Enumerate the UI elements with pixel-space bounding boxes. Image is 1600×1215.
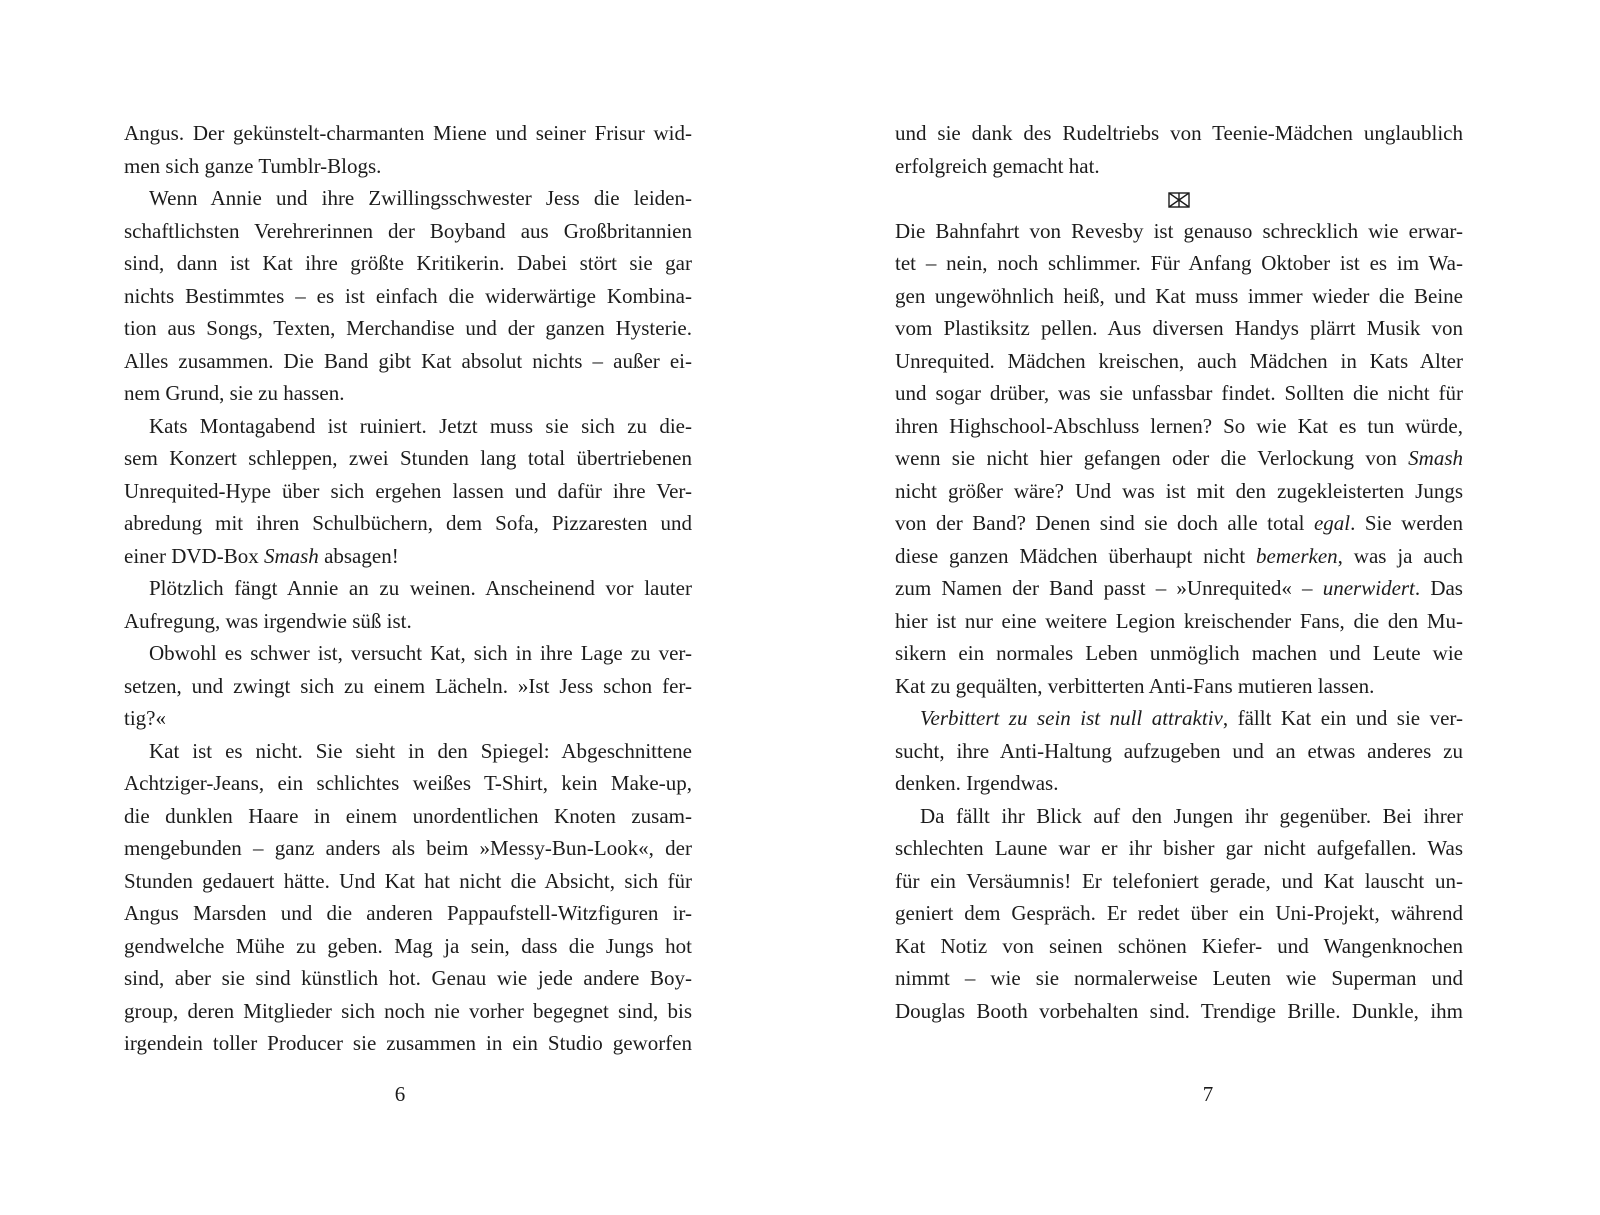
text-line: men sich ganze Tumblr-Blogs.: [124, 153, 382, 178]
text-line: Douglas Booth vorbehalten sind. Trendige Brille. Dunkle, ihm: [895, 998, 1463, 1023]
text-line: hier ist nur eine weitere Legion kreischender Fans, die den Mu-: [895, 608, 1463, 633]
text-run: zum Namen der Band passt – »Unrequited« –: [895, 576, 1323, 600]
text-line: und sogar drüber, was sie unfassbar findet. Sollten die nicht für: [895, 381, 1463, 405]
section-break: [895, 182, 1463, 215]
text-line: und sie dank des Rudeltriebs von Teenie-Mädchen unglaublich: [895, 121, 1463, 145]
text-line: mengebunden – ganz anders als beim »Messy-Bun-Look«, der: [124, 836, 692, 860]
text-line: Angus Marsden und die anderen Pappaufstell-Witzfiguren ir-: [124, 901, 692, 925]
text-line: Alles zusammen. Die Band gibt Kat absolut nichts – außer ei-: [124, 348, 692, 373]
text-line: irgendein toller Producer sie zusammen in ein Studio geworfen: [124, 1031, 692, 1055]
text-run: absagen!: [318, 543, 399, 568]
text-line: erfolgreich gemacht hat.: [895, 153, 1100, 178]
text-line: tig?«: [124, 706, 166, 730]
right-page: [895, 117, 1463, 1027]
text-line: nicht größer wäre? Und was ist mit den zugekleisterten Jungs: [895, 478, 1463, 503]
text-line: abredung mit ihren Schulbüchern, dem Sofa, Pizzaresten und: [124, 511, 692, 535]
text-line: [895, 507, 1463, 540]
text-line: sem Konzert schleppen, zwei Stunden lang total übertriebenen: [124, 446, 692, 470]
text-line: tet – nein, noch schlimmer. Für Anfang Oktober ist es im Wa-: [895, 251, 1463, 275]
text-line: Unrequited. Mädchen kreischen, auch Mädchen in Kats Alter: [895, 348, 1463, 373]
text-line: Kat zu gequälten, verbitterten Anti-Fans mutieren lassen.: [895, 673, 1375, 698]
text-line: Aufregung, was irgendwie süß ist.: [124, 608, 412, 633]
text-line: Achtziger-Jeans, ein schlichtes weißes T-Shirt, kein Make-up,: [124, 771, 692, 795]
text-line: Wenn Annie und ihre Zwillingsschwester Jess die leiden-: [149, 186, 692, 210]
text-line: denken. Irgendwas.: [895, 771, 1059, 795]
text-line: ihren Highschool-Abschluss lernen? So wie Kat es tun würde,: [895, 413, 1463, 438]
right-page-text-top: [895, 117, 1463, 182]
text-line: nichts Bestimmtes – es ist einfach die widerwärtige Kombina-: [124, 283, 692, 308]
text-line: Die Bahnfahrt von Revesby ist genauso schrecklich wie erwar-: [895, 218, 1463, 243]
text-run: diese ganzen Mädchen überhaupt nicht: [895, 543, 1257, 568]
text-line: [895, 572, 1463, 605]
text-run: wenn sie nicht hier gefangen oder die Verlockung von: [895, 446, 1409, 470]
text-line: schaftlichsten Verehrerinnen der Boyband aus Großbritannien: [124, 218, 692, 243]
italic-run: egal: [1313, 511, 1351, 535]
text-line: setzen, und zwingt sich zu einem Lächeln. »Ist Jess schon fer-: [124, 673, 692, 698]
text-line: nem Grund, sie zu hassen.: [124, 381, 345, 405]
text-line: gen ungewöhnlich heiß, und Kat muss immer wieder die Beine: [895, 283, 1463, 308]
italic-run: Smash: [1408, 446, 1463, 470]
text-line: Obwohl es schwer ist, versucht Kat, sich in ihre Lage zu ver-: [149, 641, 692, 665]
text-line: Unrequited-Hype über sich ergehen lassen und dafür ihre Ver-: [124, 478, 692, 503]
text-line: [124, 540, 692, 573]
text-line: tion aus Songs, Texten, Merchandise und der ganzen Hysterie.: [124, 316, 692, 340]
text-run: einer DVD-Box: [124, 543, 264, 568]
text-line: die dunklen Haare in einem unordentlichen Knoten zusam-: [124, 803, 692, 828]
italic-run: bemerken: [1256, 543, 1338, 568]
text-line: für ein Versäumnis! Er telefoniert gerade, und Kat lauscht un-: [895, 868, 1463, 893]
italic-run: unerwidert: [1322, 576, 1415, 600]
text-line: Kats Montagabend ist ruiniert. Jetzt muss sie sich zu die-: [149, 413, 692, 438]
text-line: geniert dem Gespräch. Er redet über ein Uni-Projekt, während: [895, 901, 1463, 925]
text-line: [895, 442, 1463, 475]
text-line: sikern ein normales Leben unmöglich machen und Leute wie: [895, 641, 1463, 665]
text-line: schlechten Laune war er ihr bisher gar nicht aufgefallen. Was: [895, 836, 1463, 860]
italic-run: Verbittert zu sein ist null attraktiv: [920, 706, 1223, 730]
text-line: group, deren Mitglieder sich noch nie vorher begegnet sind, bis: [124, 998, 692, 1023]
text-line: [895, 540, 1463, 573]
right-page-text: [895, 215, 1463, 1028]
section-break-ornament-icon: [1168, 192, 1190, 208]
left-page: [124, 117, 692, 1060]
text-line: [895, 702, 1463, 735]
text-run: von der Band? Denen sind sie doch alle total: [895, 511, 1314, 535]
text-run: , fällt Kat ein und sie ver-: [1222, 706, 1463, 730]
text-line: gendwelche Mühe zu geben. Mag ja sein, dass die Jungs hot: [124, 933, 692, 958]
page-number-left: 6: [394, 1082, 406, 1106]
text-line: Kat ist es nicht. Sie sieht in den Spiegel: Abgeschnittene: [149, 738, 692, 763]
text-line: Stunden gedauert hätte. Und Kat hat nicht die Absicht, sich für: [124, 868, 692, 893]
left-page-text: [124, 117, 692, 1060]
page-number-right: 7: [1202, 1082, 1214, 1106]
text-line: sucht, ihre Anti-Haltung aufzugeben und an etwas anderes zu: [895, 738, 1463, 763]
text-line: Angus. Der gekünstelt-charmanten Miene und seiner Frisur wid-: [124, 121, 692, 145]
text-line: Kat Notiz von seinen schönen Kiefer- und Wangenknochen: [895, 933, 1463, 958]
text-run: . Das: [1414, 576, 1463, 600]
text-run: . Sie werden: [1350, 511, 1464, 535]
italic-run: Smash: [263, 543, 319, 568]
text-run: , was ja auch: [1337, 543, 1463, 568]
text-line: vom Plastiksitz pellen. Aus diversen Handys plärrt Musik von: [895, 316, 1463, 340]
text-line: Da fällt ihr Blick auf den Jungen ihr gegenüber. Bei ihrer: [920, 803, 1463, 828]
text-line: Plötzlich fängt Annie an zu weinen. Anscheinend vor lauter: [149, 576, 692, 600]
text-line: sind, aber sie sind künstlich hot. Genau wie jede andere Boy-: [124, 966, 692, 990]
text-line: nimmt – wie sie normalerweise Leuten wie Superman und: [895, 966, 1463, 990]
text-line: sind, dann ist Kat ihre größte Kritikerin. Dabei stört sie gar: [124, 251, 692, 275]
